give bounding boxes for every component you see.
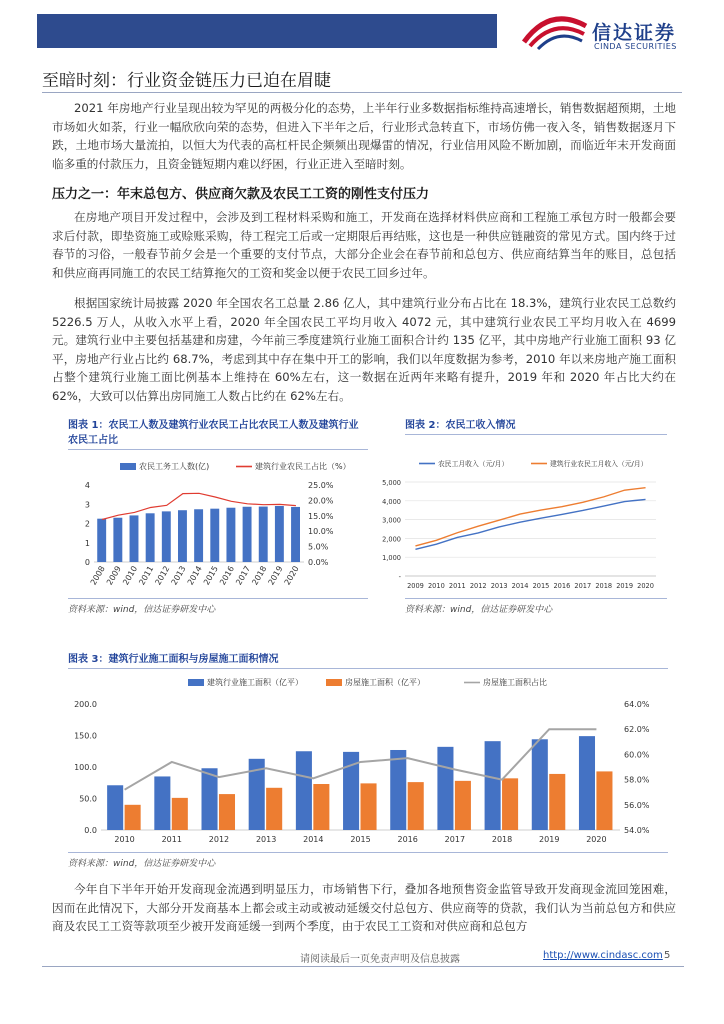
x-tick-label: 2019 [266,564,285,587]
x-tick-label: 2015 [350,835,371,844]
bar [172,798,188,830]
y-tick-label: 100.0 [74,763,97,772]
y-tick-label: 2 [84,519,90,529]
bar [596,771,612,830]
y2-tick-label: 54.0% [624,826,650,835]
bar [485,741,501,830]
x-tick-label: 2018 [250,564,269,587]
y2-tick-label: 56.0% [624,800,650,810]
y-tick-label: 0.0 [84,826,97,835]
y-tick-label: 3 [84,500,90,510]
x-tick-label: 2013 [490,582,508,590]
x-tick-label: 2009 [407,582,424,590]
paragraph-supply-chain: 在房地产项目开发过程中，会涉及到工程材料采购和施工，开发商在选择材料供应商和工程施工承包方时一般都会要求后付款，即垫资施工或赊账采购，待工程完工后或一定期限后再结账，这也是一种供应链融资的常见方式。国内终于过春节的习俗，一般春节前夕会是一个重要的支付节点，大部分企业会在春节前和总包方、供应商结算当年的账目，总包括和供应商再同施工的农民工结算拖欠的工资和奖金以便于农民工回乡过年。 [52,210,676,280]
figure-2-caption: 图表 2：农民工收入情况 [405,420,516,431]
logo-mark-icon [520,12,590,52]
figure-3-chart [68,670,668,850]
legend-label: 房屋施工面积占比 [483,678,547,687]
y2-tick-label: 25.0% [308,481,334,490]
figure-3-caption: 图表 3：建筑行业施工面积与房屋施工面积情况 [68,654,279,665]
bar [226,508,235,562]
bar [154,776,170,830]
bar [437,747,453,830]
y2-tick-label: 62.0% [624,725,650,735]
legend-label: 房屋施工面积（亿平） [345,678,425,687]
y-tick-label: 4 [84,481,90,490]
legend-label: 农民工月收入（元/月） [438,460,509,468]
x-tick-label: 2017 [574,582,592,590]
figure-2-source: 资料来源：wind，信达证券研发中心 [405,605,553,615]
y-tick-label: 5,000 [382,479,401,487]
y2-tick-label: 5.0% [308,542,329,552]
bar [408,782,424,830]
bar [390,750,406,830]
y-tick-label: 1 [84,538,90,548]
y-tick-label: 0 [84,558,90,567]
x-tick-label: 2014 [511,582,529,590]
bar [219,794,235,830]
pressure-one-heading: 压力之一：年末总包方、供应商欠款及农民工工资的刚性支付压力 [52,187,430,202]
legend-swatch [326,679,342,686]
x-tick-label: 2008 [88,564,107,587]
y2-tick-label: 64.0% [624,700,650,709]
figure-2-top-rule [405,434,667,435]
figure-2-bottom-rule [405,598,667,599]
legend-label: 农民工务工人数(亿) [139,462,210,471]
bar [259,507,268,562]
figure-2-chart [372,452,668,598]
y-tick-label: 3,000 [382,516,401,525]
y2-tick-label: 58.0% [624,775,650,785]
series-line [415,488,645,546]
y-tick-label: 1,000 [382,554,401,563]
figure-1-chart [68,452,368,598]
x-tick-label: 2010 [114,835,135,844]
x-tick-label: 2020 [282,564,301,587]
footer-disclaimer: 请阅读最后一页免责声明及信息披露 [300,954,460,965]
legend-label: 建筑行业农民工月收入（元/月） [550,460,648,468]
footer-website-link[interactable]: http://www.cindasc.com [543,950,663,961]
bar [361,783,377,830]
series-line [125,729,597,789]
bar [291,507,300,562]
bar [532,739,548,830]
bar [194,509,203,562]
x-tick-label: 2018 [491,835,513,844]
y2-tick-label: 60.0% [624,750,650,760]
legend-label: 建筑行业施工面积（亿平） [207,678,303,687]
legend-label: 建筑行业农民工占比（%） [255,462,351,471]
x-tick-label: 2010 [427,582,445,590]
x-tick-label: 2015 [532,582,550,590]
bar [243,507,252,562]
x-tick-label: 2016 [397,835,418,844]
paragraph-statistics: 根据国家统计局披露 2020 年全国农名工总量 2.86 亿人，其中建筑行业分布占比在 18.3%，建筑行业农民工总数约 5226.5 万人，从收入水平上看，2020 年全国农民工平均月收入 4072 元，其中建筑行业农民工平均月收入在 4699 元。建筑行业中主要包括基建和房建，今年前三季度建筑行业施工面积合计约 135 亿平，其中房地产行业施工面积 93 亿平，房地产行业占比约 68.7%，考虑到其中存在集中开工的影响，我们以年度数据为参考，2010 年以来房地产施工面积占整个建筑行业施工面比例基本上维持在 60%左右，这一数据在近两年来略有提升，2019 年和 2020 年占比大约在 62%，大致可以估算出房同施工人数占比约在 62%左右。 [52,296,676,403]
x-tick-label: 2013 [255,835,277,844]
brand-logo [520,12,710,52]
figure-3-top-rule [68,668,668,669]
header-color-bar [37,14,497,48]
x-tick-label: 2016 [553,582,571,590]
bar [502,778,518,830]
bar [107,785,123,830]
bar [201,768,217,830]
bar [296,751,312,830]
series-line [415,499,645,549]
y2-tick-label: 0.0% [308,558,329,567]
x-tick-label: 2009 [104,564,123,587]
y-tick-label: - [398,573,401,581]
x-tick-label: 2015 [201,564,220,587]
bar [97,519,106,562]
x-tick-label: 2011 [161,835,182,844]
bar [130,515,139,562]
bar [162,511,171,562]
x-tick-label: 2019 [539,835,560,844]
bar [266,788,282,830]
bar [455,781,471,830]
x-tick-label: 2012 [153,564,172,587]
paragraph-conclusion: 今年自下半年开始开发商现金流遇到明显压力，市场销售下行，叠加各地预售资金监管导致开发商现金流回笼困难，因而在此情况下，大部分开发商基本上都会或主动或被动延缓交付总包方、供应商等的贷款，我们认为当前总包方和供应商及农民工工资等款项至少被开发商延缓一到两个季度，由于农民工工资和对供应商和总包方 [52,882,676,933]
x-tick-label: 2014 [185,564,204,587]
x-tick-label: 2016 [218,564,237,587]
title-divider [42,92,682,93]
footer-divider [42,966,684,967]
figure-3-bottom-rule [68,852,668,853]
bar [313,784,329,830]
y2-tick-label: 20.0% [308,496,334,506]
section-title: 至暗时刻：行业资金链压力已迫在眉睫 [42,71,331,91]
y-tick-label: 4,000 [382,497,401,506]
page-header [0,0,724,64]
x-tick-label: 2012 [208,835,230,844]
bar [125,805,141,830]
legend-swatch [120,463,136,470]
x-tick-label: 2019 [616,582,634,590]
y-tick-label: 200.0 [74,700,97,709]
figure-1-caption: 图表 1：农民工人数及建筑行业农民工占比农民工人数及建筑行业农民工占比 [68,420,359,446]
paragraph-intro: 2021 年房地产行业呈现出较为罕见的两极分化的态势，上半年行业多数据指标维持高速增长，销售数据超预期，土地市场如火如荼，行业一幅欣欣向荣的态势，但进入下半年之后，行业形式急转直下，市场仿佛一夜入冬，销售数据逐月下跌，土地市场大量流拍，以恒大为代表的高杠杆民企频频出现爆雷的情况，行业信用风险不断加剧，而临近年末开发商面临多重的付款压力，且资金链短期内难以纾困，行业正进入至暗时刻。 [52,101,676,171]
y-tick-label: 150.0 [74,731,97,741]
x-tick-label: 2010 [121,564,140,587]
x-tick-label: 2014 [303,835,324,844]
x-tick-label: 2011 [448,582,466,590]
page-number: 5 [664,950,671,961]
bar [113,518,122,562]
x-tick-label: 2011 [137,564,156,587]
bar [275,506,284,562]
figure-1-top-rule [68,449,368,450]
bar [210,509,219,562]
legend-swatch [188,679,204,686]
brand-name-cn: 信达证券 [592,22,677,44]
x-tick-label: 2020 [586,835,607,844]
y2-tick-label: 10.0% [308,527,334,537]
x-tick-label: 2012 [469,582,487,590]
bar [146,513,155,562]
bar [549,774,565,830]
x-tick-label: 2013 [169,564,188,587]
y-tick-label: 2,000 [382,535,401,544]
figure-3-source: 资料来源：wind，信达证券研发中心 [68,859,216,869]
bar [178,510,187,562]
y2-tick-label: 15.0% [308,511,334,521]
figure-1-bottom-rule [68,598,368,599]
brand-name-en: CINDA SECURITIES [594,42,677,51]
y-tick-label: 50.0 [79,794,97,804]
x-tick-label: 2018 [595,582,613,590]
bar [579,736,595,830]
x-tick-label: 2017 [234,564,253,587]
figure-1-source: 资料来源：wind，信达证券研发中心 [68,605,216,615]
x-tick-label: 2020 [637,582,654,590]
x-tick-label: 2017 [444,835,466,844]
